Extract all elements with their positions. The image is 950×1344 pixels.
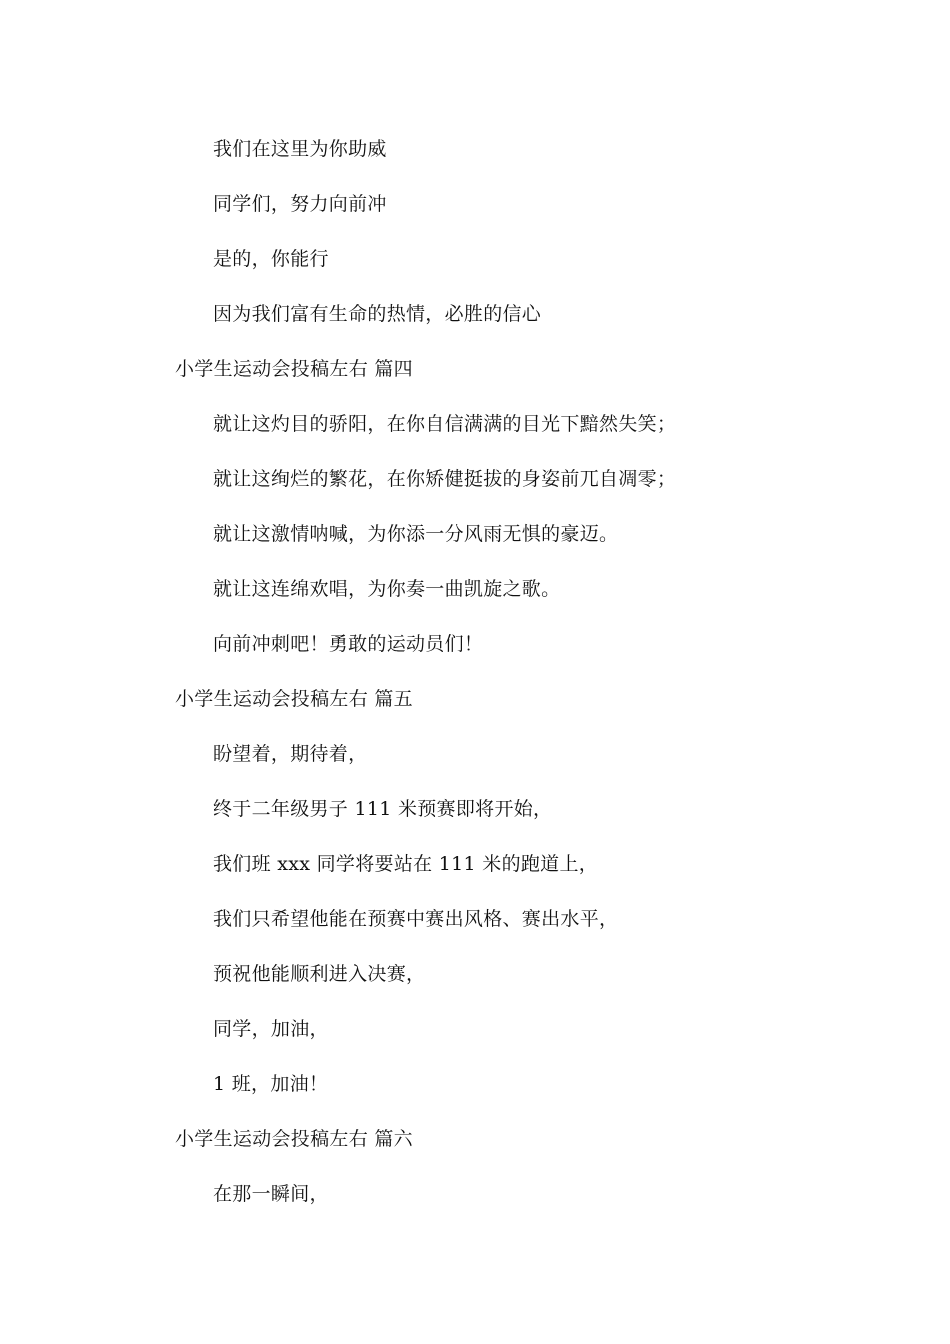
paragraph-line: 在那一瞬间， (213, 1183, 329, 1205)
paragraph-line: 同学，加油， (213, 1018, 329, 1040)
paragraph-line: 就让这绚烂的繁花，在你矫健挺拔的身姿前兀自凋零； (213, 468, 677, 490)
paragraph-line: 我们在这里为你助威 (213, 138, 387, 160)
paragraph-line: 就让这连绵欢唱，为你奏一曲凯旋之歌。 (213, 578, 561, 600)
section-heading: 小学生运动会投稿左右 篇六 (175, 1128, 413, 1150)
paragraph-line: 我们班 xxx 同学将要站在 111 米的跑道上， (213, 853, 599, 875)
section-heading: 小学生运动会投稿左右 篇四 (175, 358, 413, 380)
paragraph-line: 就让这激情呐喊，为你添一分风雨无惧的豪迈。 (213, 523, 619, 545)
paragraph-line: 盼望着，期待着， (213, 743, 368, 765)
paragraph-line: 终于二年级男子 111 米预赛即将开始， (213, 798, 553, 820)
paragraph-line: 向前冲刺吧！勇敢的运动员们！ (213, 633, 484, 655)
paragraph-line: 我们只希望他能在预赛中赛出风格、赛出水平， (213, 908, 619, 930)
paragraph-line: 就让这灼目的骄阳，在你自信满满的目光下黯然失笑； (213, 413, 677, 435)
paragraph-line: 预祝他能顺利进入决赛， (213, 963, 426, 985)
paragraph-line: 是的，你能行 (213, 248, 329, 270)
paragraph-line: 1 班，加油！ (213, 1073, 329, 1095)
paragraph-line: 因为我们富有生命的热情，必胜的信心 (213, 303, 542, 325)
paragraph-line: 同学们，努力向前冲 (213, 193, 387, 215)
section-heading: 小学生运动会投稿左右 篇五 (175, 688, 413, 710)
